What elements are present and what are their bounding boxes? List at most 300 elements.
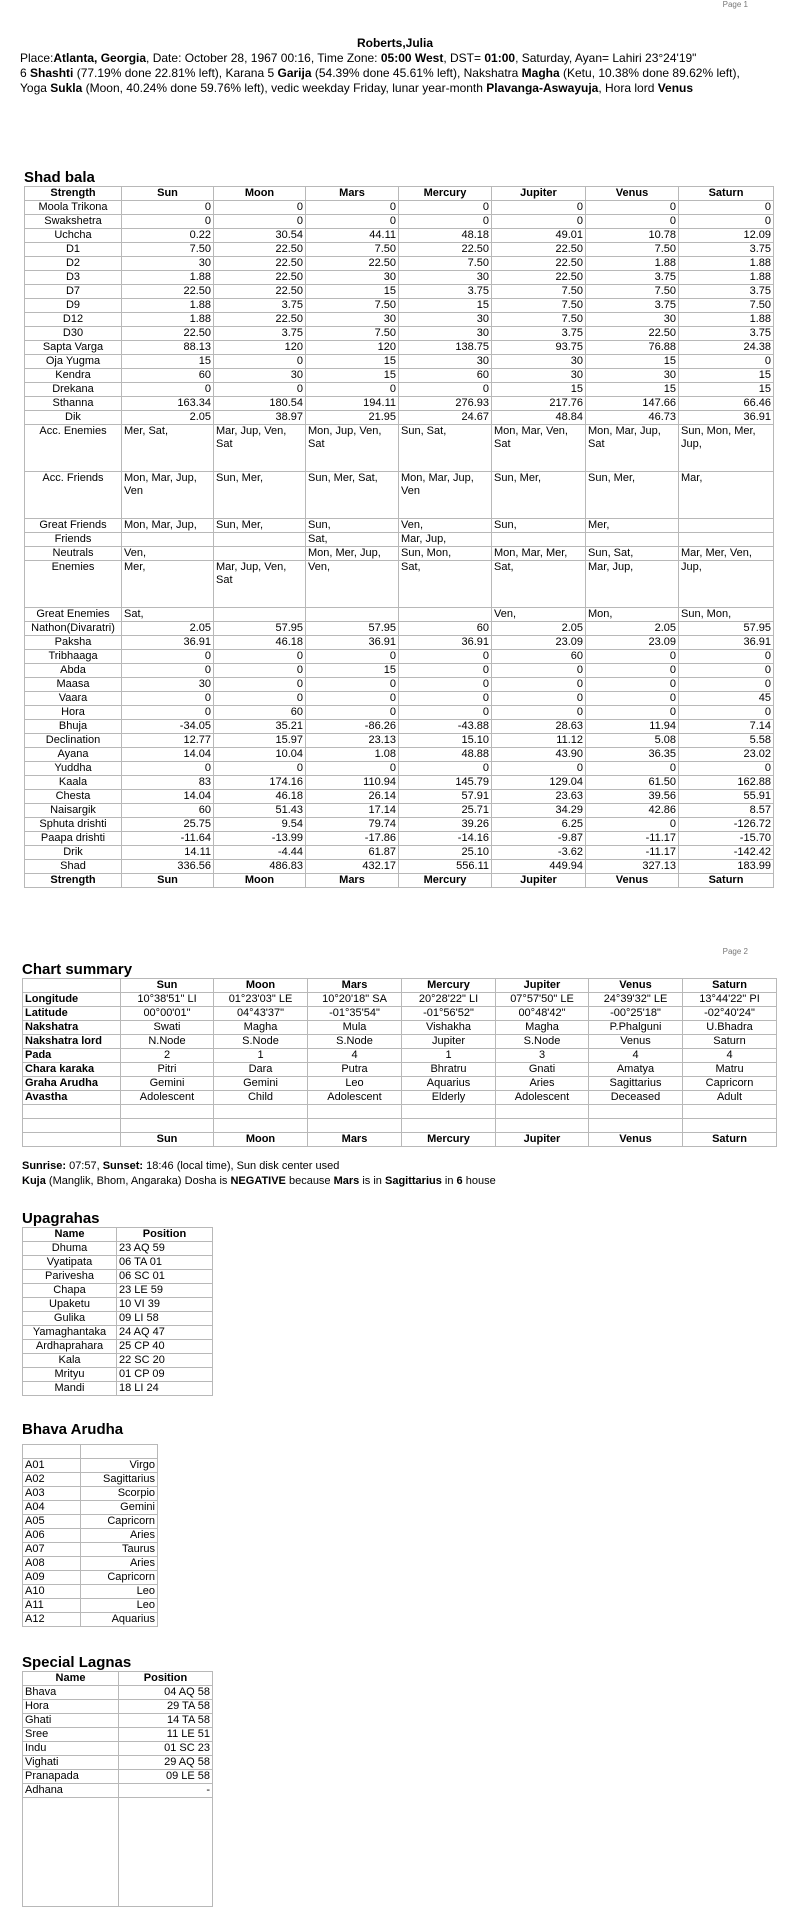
table-cell: 11.12: [492, 734, 586, 748]
arudha-key: A08: [23, 1557, 81, 1571]
table-cell: 1.08: [306, 748, 399, 762]
column-header: Moon: [214, 1133, 308, 1147]
table-cell: 486.83: [214, 860, 306, 874]
column-header: Position: [119, 1672, 213, 1686]
table-cell: 10°20'18" SA: [308, 993, 402, 1007]
table-cell: -17.86: [306, 832, 399, 846]
table-row: [25, 257, 774, 271]
bold-text: Sunrise:: [22, 1160, 67, 1172]
table-cell: 14.11: [122, 846, 214, 860]
table-cell: [679, 533, 774, 547]
shadbala-header-row: [25, 187, 774, 201]
lagna-name: Ghati: [23, 1714, 119, 1728]
table-cell: 23.09: [492, 636, 586, 650]
table-row: [23, 1585, 158, 1599]
table-cell: 0: [679, 215, 774, 229]
column-header: Moon: [214, 874, 306, 888]
table-cell: 7.14: [679, 720, 774, 734]
table-cell: -9.87: [492, 832, 586, 846]
bold-text: Kuja: [22, 1175, 46, 1187]
table-cell: -11.64: [122, 832, 214, 846]
chart-notes: [22, 1159, 772, 1189]
table-cell: 38.97: [214, 411, 306, 425]
table-cell: 0: [399, 215, 492, 229]
table-cell: S.Node: [496, 1035, 589, 1049]
table-cell: Mer, Sat,: [122, 425, 214, 472]
column-header: Strength: [25, 874, 122, 888]
table-cell: 0: [214, 664, 306, 678]
table-cell: 1: [214, 1049, 308, 1063]
lagna-position: 29 AQ 58: [119, 1756, 213, 1770]
table-cell: 276.93: [399, 397, 492, 411]
text-segment: , DST=: [443, 51, 485, 65]
table-cell: Mula: [308, 1021, 402, 1035]
table-cell: 12.09: [679, 229, 774, 243]
table-cell: Sagittarius: [589, 1077, 683, 1091]
table-cell: 0: [122, 650, 214, 664]
table-cell: 46.18: [214, 790, 306, 804]
table-cell: 0: [306, 215, 399, 229]
table-cell: 04°43'37": [214, 1007, 308, 1021]
table-row: [23, 1119, 777, 1133]
table-cell: 0.22: [122, 229, 214, 243]
table-cell: Mon, Jup, Ven, Sat: [306, 425, 399, 472]
table-cell: 30: [492, 369, 586, 383]
arudha-sign: Aries: [81, 1557, 158, 1571]
column-header: Jupiter: [492, 187, 586, 201]
row-label: Ayana: [25, 748, 122, 762]
table-cell: 30: [122, 678, 214, 692]
table-cell: 0: [586, 201, 679, 215]
table-cell: 79.74: [306, 818, 399, 832]
upagraha-name: Vyatipata: [23, 1256, 117, 1270]
table-cell: -34.05: [122, 720, 214, 734]
table-cell: Jup,: [679, 561, 774, 608]
row-label: Drekana: [25, 383, 122, 397]
text-segment: , Hora lord: [598, 81, 658, 95]
column-header: Mercury: [402, 1133, 496, 1147]
table-cell: Mar, Jup,: [399, 533, 492, 547]
bold-text: 6: [456, 1175, 463, 1187]
text-segment: Place:: [20, 51, 54, 65]
table-cell: Amatya: [589, 1063, 683, 1077]
table-cell: 0: [492, 201, 586, 215]
table-cell: 15: [122, 355, 214, 369]
arudha-key: A10: [23, 1585, 81, 1599]
table-cell: [402, 1105, 496, 1119]
arudha-key: A09: [23, 1571, 81, 1585]
table-cell: [683, 1119, 777, 1133]
table-cell: 0: [306, 706, 399, 720]
row-label: D7: [25, 285, 122, 299]
upagraha-position: 10 VI 39: [117, 1298, 213, 1312]
table-cell: Mon,: [586, 608, 679, 622]
table-cell: -14.16: [399, 832, 492, 846]
table-cell: 0: [586, 650, 679, 664]
arudha-key: A03: [23, 1487, 81, 1501]
table-row: [25, 664, 774, 678]
table-cell: 49.01: [492, 229, 586, 243]
table-cell: 57.91: [399, 790, 492, 804]
table-cell: Aries: [496, 1077, 589, 1091]
table-cell: 1: [402, 1049, 496, 1063]
arudha-sign: Aquarius: [81, 1613, 158, 1627]
table-cell: Mer,: [122, 561, 214, 608]
table-cell: 0: [586, 706, 679, 720]
table-cell: 55.91: [679, 790, 774, 804]
text-segment: Yoga: [20, 81, 51, 95]
table-row: [23, 1063, 777, 1077]
row-label: D30: [25, 327, 122, 341]
table-cell: 0: [492, 692, 586, 706]
table-row: [23, 1571, 158, 1585]
table-cell: 0: [306, 762, 399, 776]
table-row: [25, 748, 774, 762]
table-cell: -142.42: [679, 846, 774, 860]
table-cell: -00°25'18": [589, 1007, 683, 1021]
table-cell: 183.99: [679, 860, 774, 874]
table-row: [25, 790, 774, 804]
row-label: Acc. Enemies: [25, 425, 122, 472]
table-cell: [214, 533, 306, 547]
table-cell: 36.91: [122, 636, 214, 650]
row-label: Longitude: [23, 993, 121, 1007]
arudha-key: A05: [23, 1515, 81, 1529]
arudha-sign: Taurus: [81, 1543, 158, 1557]
table-cell: 3.75: [399, 285, 492, 299]
upagraha-name: Ardhaprahara: [23, 1340, 117, 1354]
table-row: [25, 411, 774, 425]
table-row: [23, 1312, 213, 1326]
row-label: Moola Trikona: [25, 201, 122, 215]
column-header: Mercury: [399, 187, 492, 201]
text-segment: , Date: October 28, 1967 00:16, Time Zone:: [146, 51, 381, 65]
text-segment: (Ketu, 10.38% done 89.62% left),: [559, 66, 740, 80]
text-segment: 18:46 (local time), Sun disk center used: [143, 1160, 340, 1172]
table-cell: 180.54: [214, 397, 306, 411]
table-cell: 00°48'42": [496, 1007, 589, 1021]
table-cell: Sun, Mon, Mer, Jup,: [679, 425, 774, 472]
table-cell: 0: [214, 692, 306, 706]
bold-text: Plavanga-Aswayuja: [486, 81, 599, 95]
arudha-sign: Leo: [81, 1585, 158, 1599]
table-cell: 30.54: [214, 229, 306, 243]
table-cell: [586, 533, 679, 547]
table-cell: -11.17: [586, 832, 679, 846]
table-cell: 30: [306, 271, 399, 285]
table-row: [23, 1007, 777, 1021]
table-cell: 0: [122, 215, 214, 229]
table-cell: Pitri: [121, 1063, 214, 1077]
table-row: [25, 762, 774, 776]
column-header: Mars: [308, 979, 402, 993]
bold-text: Mars: [333, 1175, 360, 1187]
table-cell: Gemini: [121, 1077, 214, 1091]
table-row: [25, 285, 774, 299]
table-cell: 24°39'32" LE: [589, 993, 683, 1007]
table-row: [23, 1459, 158, 1473]
table-cell: 15: [492, 383, 586, 397]
table-cell: [496, 1119, 589, 1133]
row-label: [23, 1119, 121, 1133]
shadbala-title: Shad bala: [24, 169, 95, 186]
table-cell: 30: [586, 369, 679, 383]
text-segment: is in: [359, 1175, 385, 1187]
table-cell: 35.21: [214, 720, 306, 734]
table-cell: 25.10: [399, 846, 492, 860]
table-cell: 00°00'01": [121, 1007, 214, 1021]
table-row: [25, 271, 774, 285]
lagna-position: 11 LE 51: [119, 1728, 213, 1742]
table-cell: 15: [399, 299, 492, 313]
table-cell: 3.75: [586, 271, 679, 285]
table-cell: 22.50: [492, 271, 586, 285]
table-row: [25, 229, 774, 243]
column-header: Mercury: [399, 874, 492, 888]
table-cell: 22.50: [214, 243, 306, 257]
lagna-name: Sree: [23, 1728, 119, 1742]
table-cell: Sun, Mer,: [214, 472, 306, 519]
table-cell: 14.04: [122, 748, 214, 762]
table-cell: Deceased: [589, 1091, 683, 1105]
table-cell: 15.10: [399, 734, 492, 748]
text-segment: (Moon, 40.24% done 59.76% left), vedic weekday Friday, lunar year-month: [82, 81, 487, 95]
column-header: Mars: [306, 874, 399, 888]
column-header: Jupiter: [496, 1133, 589, 1147]
table-row: [25, 383, 774, 397]
bold-text: Atlanta, Georgia: [53, 51, 147, 65]
lagna-position: 01 SC 23: [119, 1742, 213, 1756]
table-cell: -13.99: [214, 832, 306, 846]
table-cell: Mon, Mar, Ven, Sat: [492, 425, 586, 472]
table-row: [23, 1326, 213, 1340]
table-cell: [121, 1105, 214, 1119]
lagna-name: Bhava: [23, 1686, 119, 1700]
filler-cell: [23, 1798, 119, 1907]
column-header: Sun: [121, 1133, 214, 1147]
table-cell: 1.88: [122, 313, 214, 327]
table-row: [23, 1473, 158, 1487]
column-header: Venus: [586, 187, 679, 201]
table-cell: 120: [214, 341, 306, 355]
table-cell: 30: [399, 327, 492, 341]
row-label: Drik: [25, 846, 122, 860]
table-row: [25, 327, 774, 341]
arudha-sign: Scorpio: [81, 1487, 158, 1501]
table-cell: 7.50: [399, 257, 492, 271]
table-row: [25, 608, 774, 622]
table-row: [23, 1340, 213, 1354]
table-cell: 57.95: [679, 622, 774, 636]
column-header: Jupiter: [496, 979, 589, 993]
table-cell: Mon, Mar, Mer,: [492, 547, 586, 561]
table-cell: 43.90: [492, 748, 586, 762]
table-cell: Matru: [683, 1063, 777, 1077]
upagraha-position: 06 TA 01: [117, 1256, 213, 1270]
row-label: Oja Yugma: [25, 355, 122, 369]
row-label: Chara karaka: [23, 1063, 121, 1077]
table-row: [25, 804, 774, 818]
table-cell: 0: [306, 650, 399, 664]
table-cell: Gemini: [214, 1077, 308, 1091]
table-cell: Sat,: [306, 533, 399, 547]
table-cell: [589, 1105, 683, 1119]
table-cell: 23.13: [306, 734, 399, 748]
table-cell: 0: [679, 762, 774, 776]
chart-summary-title: Chart summary: [22, 961, 133, 978]
row-label: Kaala: [25, 776, 122, 790]
table-row: [23, 1599, 158, 1613]
lagna-position: 29 TA 58: [119, 1700, 213, 1714]
page-number-1: Page 1: [722, 0, 748, 9]
table-cell: 6.25: [492, 818, 586, 832]
column-header: Saturn: [679, 874, 774, 888]
table-cell: [81, 1445, 158, 1459]
table-cell: 0: [492, 664, 586, 678]
row-label: Kendra: [25, 369, 122, 383]
table-cell: -01°56'52": [402, 1007, 496, 1021]
table-cell: [308, 1105, 402, 1119]
table-cell: 30: [214, 369, 306, 383]
table-cell: Adult: [683, 1091, 777, 1105]
table-row: [25, 299, 774, 313]
table-row: [23, 1756, 213, 1770]
table-cell: Mon, Mar, Jup, Ven: [399, 472, 492, 519]
table-cell: 147.66: [586, 397, 679, 411]
arudha-sign: Aries: [81, 1529, 158, 1543]
person-name: Roberts,Julia: [356, 36, 434, 50]
bold-text: Sagittarius: [384, 1175, 442, 1187]
upagraha-position: 18 LI 24: [117, 1382, 213, 1396]
table-cell: 42.86: [586, 804, 679, 818]
shadbala-footer-row: [25, 874, 774, 888]
column-header: Saturn: [683, 979, 777, 993]
table-row: [25, 547, 774, 561]
table-cell: [308, 1119, 402, 1133]
table-cell: 60: [399, 622, 492, 636]
table-cell: 15: [586, 355, 679, 369]
table-cell: [214, 547, 306, 561]
table-cell: 36.91: [679, 636, 774, 650]
arudha-key: A02: [23, 1473, 81, 1487]
table-cell: 0: [122, 692, 214, 706]
table-cell: 0: [122, 383, 214, 397]
table-cell: 2.05: [492, 622, 586, 636]
table-row: [25, 425, 774, 472]
column-header: Mercury: [402, 979, 496, 993]
table-cell: Mar,: [679, 472, 774, 519]
table-cell: Mon, Mer, Jup,: [306, 547, 399, 561]
table-row: [23, 1770, 213, 1784]
table-cell: 30: [586, 313, 679, 327]
table-cell: Dara: [214, 1063, 308, 1077]
yoga-line: [20, 81, 770, 96]
row-label: D3: [25, 271, 122, 285]
table-cell: [399, 608, 492, 622]
page-number-2: Page 2: [722, 947, 748, 956]
table-cell: 57.95: [214, 622, 306, 636]
column-header: Saturn: [679, 187, 774, 201]
table-cell: 26.14: [306, 790, 399, 804]
column-header: Name: [23, 1228, 117, 1242]
table-cell: Ven,: [122, 547, 214, 561]
table-cell: P.Phalguni: [589, 1021, 683, 1035]
table-row: [23, 1354, 213, 1368]
column-header: Saturn: [683, 1133, 777, 1147]
table-cell: Sun, Mon,: [679, 608, 774, 622]
table-cell: 24.38: [679, 341, 774, 355]
table-cell: 0: [586, 664, 679, 678]
row-label: Paksha: [25, 636, 122, 650]
table-cell: [492, 533, 586, 547]
table-cell: 61.87: [306, 846, 399, 860]
table-cell: 11.94: [586, 720, 679, 734]
bold-text: Sukla: [50, 81, 83, 95]
table-cell: Magha: [214, 1021, 308, 1035]
table-row: [23, 1091, 777, 1105]
table-cell: 0: [214, 383, 306, 397]
table-row: [23, 1077, 777, 1091]
table-cell: 7.50: [679, 299, 774, 313]
table-row: [23, 1382, 213, 1396]
row-label: D2: [25, 257, 122, 271]
table-cell: Sun, Mer,: [586, 472, 679, 519]
table-cell: 46.18: [214, 636, 306, 650]
table-row: [25, 341, 774, 355]
table-row: [25, 472, 774, 519]
table-row: [25, 832, 774, 846]
table-cell: 0: [586, 692, 679, 706]
table-cell: 7.50: [586, 243, 679, 257]
table-row: [25, 636, 774, 650]
table-cell: Mar, Jup, Ven, Sat: [214, 561, 306, 608]
table-row: [25, 678, 774, 692]
lagna-position: 14 TA 58: [119, 1714, 213, 1728]
table-cell: 0: [679, 706, 774, 720]
table-cell: 163.34: [122, 397, 214, 411]
bold-text: Sunset:: [102, 1160, 144, 1172]
table-cell: 22.50: [306, 257, 399, 271]
table-cell: 22.50: [214, 257, 306, 271]
table-cell: 60: [122, 804, 214, 818]
table-cell: 5.08: [586, 734, 679, 748]
table-cell: 3: [496, 1049, 589, 1063]
lagna-name: Hora: [23, 1700, 119, 1714]
table-cell: 10°38'51" LI: [121, 993, 214, 1007]
column-header: Jupiter: [492, 874, 586, 888]
table-cell: 0: [399, 383, 492, 397]
table-cell: 30: [306, 313, 399, 327]
arudha-sign: Leo: [81, 1599, 158, 1613]
table-cell: Mer,: [586, 519, 679, 533]
table-cell: 3.75: [214, 327, 306, 341]
table-cell: N.Node: [121, 1035, 214, 1049]
table-cell: 0: [399, 201, 492, 215]
table-row: [23, 1242, 213, 1256]
bold-text: Venus: [657, 81, 694, 95]
table-cell: 0: [122, 664, 214, 678]
table-cell: Child: [214, 1091, 308, 1105]
table-row: [25, 846, 774, 860]
bold-text: NEGATIVE: [230, 1175, 286, 1187]
table-row: [23, 1784, 213, 1798]
row-label: Sthanna: [25, 397, 122, 411]
upagraha-name: Yamaghantaka: [23, 1326, 117, 1340]
table-cell: [214, 1119, 308, 1133]
table-cell: 0: [214, 215, 306, 229]
table-cell: 88.13: [122, 341, 214, 355]
table-cell: 0: [399, 706, 492, 720]
